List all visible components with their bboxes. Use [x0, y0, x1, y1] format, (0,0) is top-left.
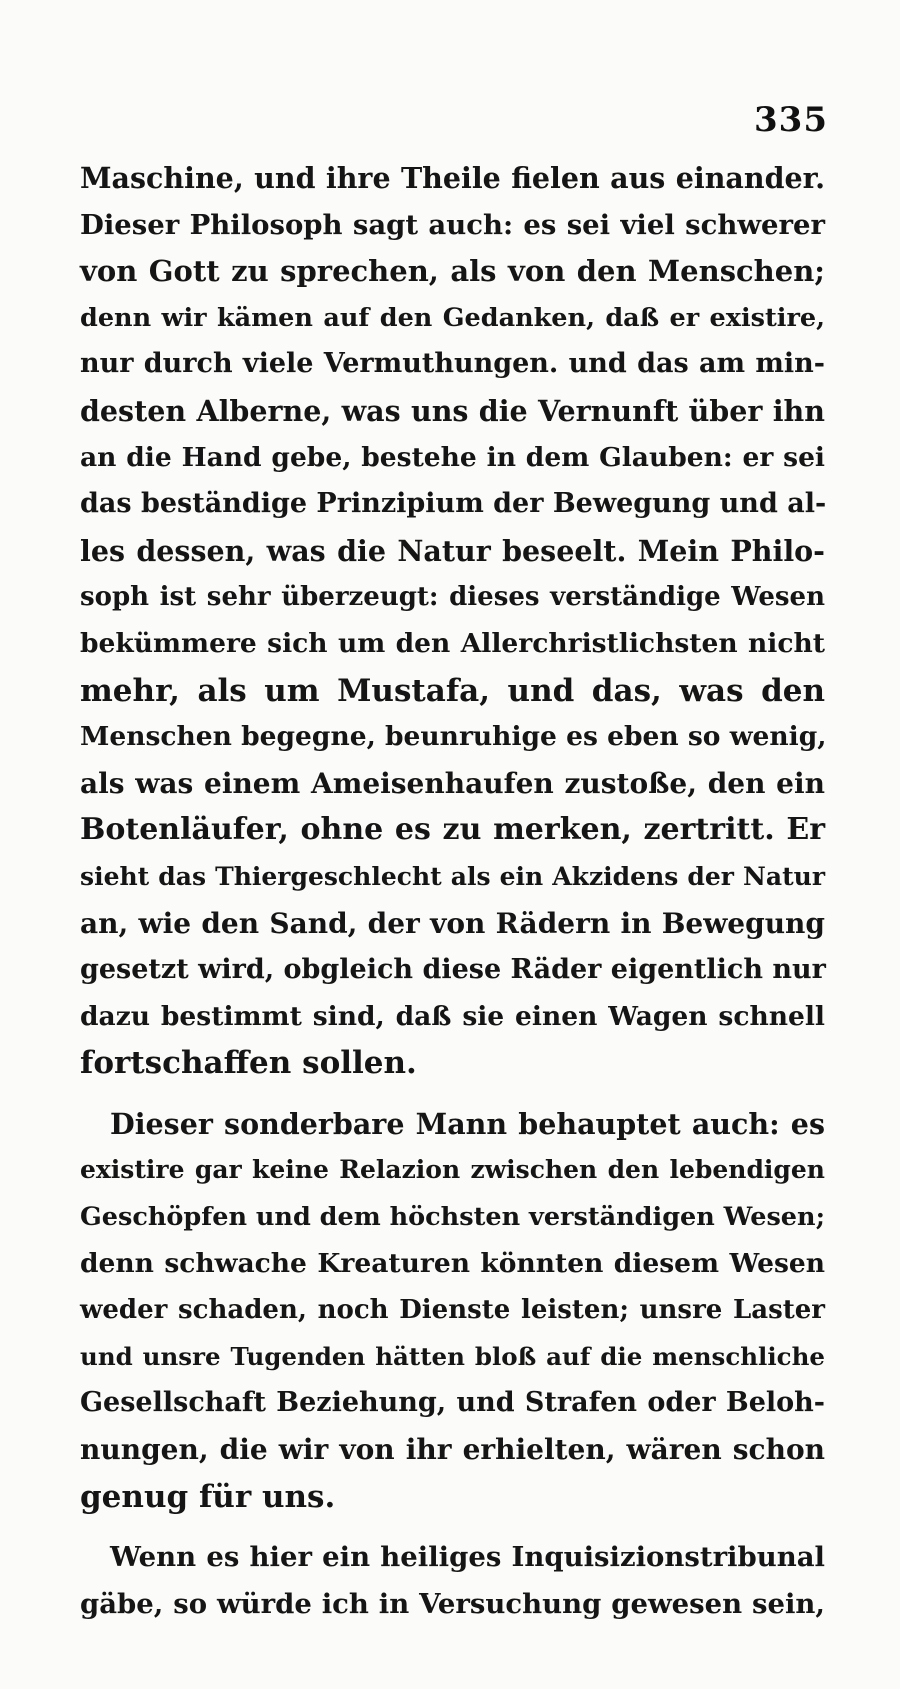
- paragraph: [80, 1534, 825, 1627]
- text-line: das beständige Prinzipium der Bewegung und al-: [80, 488, 827, 520]
- body-text: [80, 155, 825, 1627]
- text-line: denn schwache Kreaturen könnten diesem Wesen: [80, 1247, 825, 1279]
- text-line: Maschine, und ihre Theile fielen aus einander.: [80, 161, 825, 195]
- page-number: 335: [754, 100, 828, 140]
- text-line: gäbe, so würde ich in Versuchung gewesen sein,: [80, 1587, 825, 1620]
- text-line: sieht das Thiergeschlecht als ein Akzidens der Natur: [80, 861, 825, 891]
- text-line: Geschöpfen und dem höchsten verständigen Wesen;: [80, 1202, 825, 1233]
- text-line: weder schaden, noch Dienste leisten; unsre Laster: [80, 1295, 825, 1326]
- text-line: Dieser Philosoph sagt auch: es sei viel schwerer: [80, 208, 825, 241]
- text-line: mehr, als um Mustafa, und das, was den: [80, 672, 825, 709]
- text-line: nur durch viele Vermuthungen. und das am min-: [80, 348, 825, 380]
- text-line: denn wir kämen auf den Gedanken, daß er existire,: [80, 302, 825, 333]
- text-line: bekümmere sich um den Allerchristlichsten nicht: [80, 627, 825, 659]
- text-line: nungen, die wir von ihr erhielten, wären schon: [80, 1433, 825, 1467]
- text-line: und unsre Tugenden hätten bloß auf die menschliche: [80, 1341, 825, 1371]
- text-line: Menschen begegne, beunruhige es eben so wenig,: [80, 721, 827, 753]
- text-line: Dieser sonderbare Mann behauptet auch: es: [110, 1106, 825, 1141]
- paragraph-spacer: [80, 1087, 825, 1101]
- text-line: Gesellschaft Beziehung, und Strafen oder Beloh-: [80, 1387, 825, 1419]
- text-line: an die Hand gebe, bestehe in dem Glauben: er sei: [80, 441, 825, 473]
- paragraph-spacer: [80, 1520, 825, 1534]
- text-line: desten Alberne, was uns die Vernunft über ihn: [80, 393, 825, 428]
- text-line: als was einem Ameisenhaufen zustoße, den ein: [80, 766, 825, 800]
- paragraph: [80, 155, 825, 1087]
- text-line: les dessen, was die Natur beseelt. Mein Philo-: [80, 533, 825, 568]
- text-line: Botenläufer, ohne es zu merken, zertritt. Er: [80, 812, 825, 848]
- text-line: an, wie den Sand, der von Rädern in Bewegung: [80, 906, 825, 940]
- text-line: soph ist sehr überzeugt: dieses verständige Wesen: [80, 582, 825, 613]
- text-line: existire gar keine Relazion zwischen den lebendigen: [80, 1155, 825, 1185]
- text-line: gesetzt wird, obgleich diese Räder eigentlich nur: [80, 954, 826, 986]
- text-line: Wenn es hier ein heiliges Inquisizionstribunal: [110, 1541, 825, 1574]
- text-line: dazu bestimmt sind, daß sie einen Wagen schnell: [80, 1000, 825, 1032]
- text-line: fortschaffen sollen.: [80, 1045, 417, 1082]
- text-line: von Gott zu sprechen, als von den Menschen;: [80, 254, 825, 289]
- paragraph: [80, 1101, 825, 1520]
- text-line: genug für uns.: [80, 1478, 336, 1515]
